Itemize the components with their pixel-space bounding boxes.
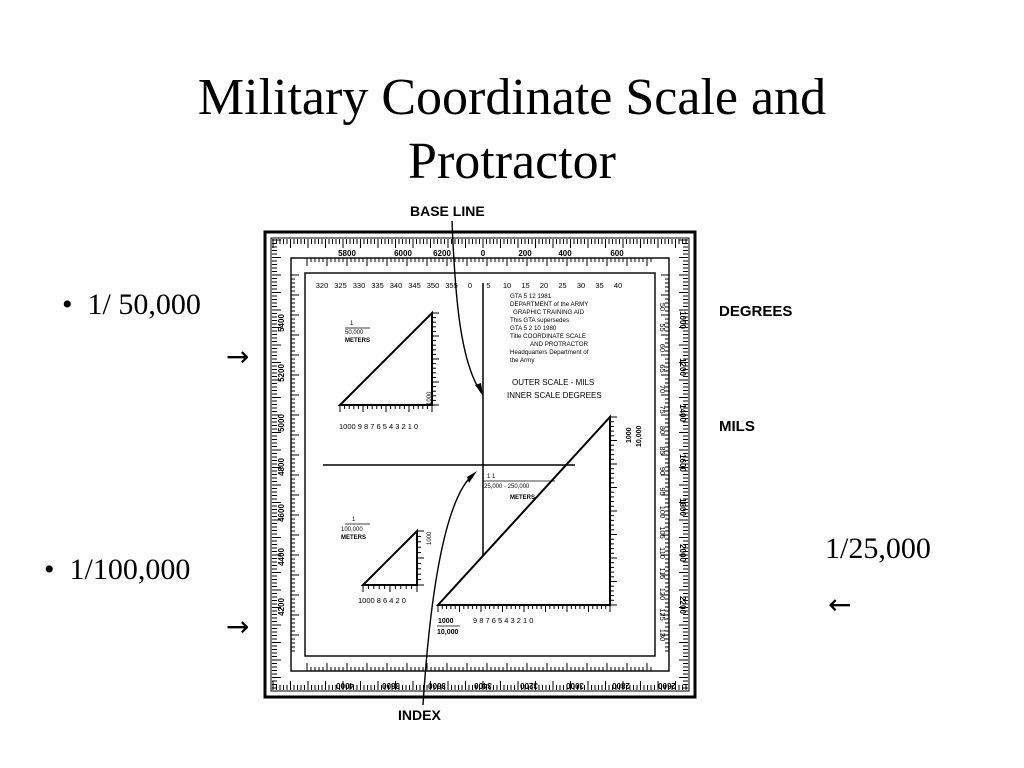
right-degree-label: 110 [658, 547, 667, 559]
right-degree-label: 75 [658, 405, 667, 414]
right-mils-label: 1200 [678, 358, 687, 376]
top-degree-label: 350 [426, 281, 440, 290]
scale-bottom-labels: 1000 9 8 7 6 5 4 3 2 1 0 [339, 422, 419, 431]
right-degree-label: 85 [658, 446, 667, 455]
scale-numer: 1 [352, 517, 356, 523]
right-degree-label: 60 [658, 343, 667, 353]
top-mils-label: 6000 [394, 249, 412, 258]
scale-bottom-labels: 1000 8 6 4 2 0 [358, 596, 406, 605]
top-mils-label: 600 [610, 249, 624, 258]
bullet-label: 1/100,000 [69, 553, 191, 586]
left-mils-label: 5000 [277, 414, 286, 432]
top-degree-labels [316, 281, 622, 290]
scale-units: METERS [510, 495, 536, 501]
bottom-mils-label: 3800 [382, 681, 400, 690]
right-degree-label: 100 [658, 505, 667, 519]
right-degree-label: 130 [658, 628, 667, 642]
degrees-callout: DEGREES [719, 303, 793, 320]
right-mils-label: 1400 [678, 404, 687, 422]
top-degree-label: 30 [576, 281, 586, 290]
top-degree-label: 335 [371, 281, 384, 290]
scale-denom: 50,000 [345, 330, 364, 336]
bottom-mils-label: 2800 [612, 681, 630, 690]
left-mils-label: 4200 [277, 598, 286, 616]
right-degree-label: 65 [658, 364, 667, 373]
right-mils-label: 2000 [678, 544, 687, 562]
info-line: GTA 5 12 1981 [510, 293, 552, 300]
info-line: This GTA supersedes [510, 317, 570, 324]
top-degree-label: 320 [315, 281, 329, 290]
info-line: Title COORDINATE SCALE [510, 333, 586, 340]
bottom-mils-label: 2600 [658, 681, 676, 690]
top-mils-label: 400 [558, 249, 572, 258]
right-arrow-icon: → [226, 340, 250, 373]
right-mils-label: 1600 [678, 454, 687, 472]
top-mils-label: 5800 [338, 249, 356, 258]
bottom-mils-label: 3600 [428, 681, 446, 690]
right-degree-label: 120 [658, 587, 667, 601]
scale-side-label: 1000 [427, 531, 433, 545]
bullet-dot: • [62, 288, 73, 321]
bullet-1-50000 [62, 288, 201, 322]
scale-side-label: 1000 [626, 427, 633, 443]
right-degree-label: 125 [658, 608, 667, 621]
scale-denom: 100,000 [341, 527, 363, 533]
scale-units: METERS [341, 535, 367, 541]
scale-bottom-big2: 10,000 [437, 629, 459, 636]
top-degree-label: 40 [613, 281, 623, 290]
bottom-mils-label: 3000 [566, 681, 584, 690]
bullet-1-100000 [44, 553, 190, 587]
info-line: the Army [510, 357, 535, 364]
right-degree-label: 80 [658, 425, 667, 435]
right-degree-label: 50 [658, 302, 667, 312]
top-degree-label: 10 [502, 281, 512, 290]
scale-units: METERS [345, 338, 371, 344]
bottom-mils-label: 3400 [474, 681, 492, 690]
right-degree-label: 70 [658, 384, 667, 394]
top-mils-label: 200 [518, 249, 532, 258]
outer-scale-label: OUTER SCALE - MILS [512, 378, 595, 387]
top-degree-label: 330 [352, 281, 366, 290]
base-line-callout: BASE LINE [410, 203, 485, 219]
scale-side-label-2: 10,000 [636, 425, 643, 447]
title-line-1: Military Coordinate Scale and [197, 69, 827, 126]
top-degree-label: 25 [558, 281, 567, 290]
top-degree-label: 20 [539, 281, 549, 290]
top-degree-label: 35 [595, 281, 604, 290]
left-mils-label: 5400 [277, 314, 286, 332]
bottom-mils-label: 3200 [520, 681, 538, 690]
bullet-dot: • [44, 553, 55, 586]
index-callout: INDEX [398, 707, 441, 723]
top-degree-label: 325 [334, 281, 347, 290]
scale-numer: 1 [350, 321, 354, 327]
info-line: Headquarters Department of [510, 349, 589, 356]
right-degree-label: 55 [658, 323, 667, 332]
right-mils-label: 1800 [678, 498, 687, 516]
slide-title [0, 66, 1024, 194]
left-mils-label: 4800 [277, 458, 286, 476]
right-degree-label: 115 [658, 567, 667, 580]
info-line: DEPARTMENT of the ARMY [510, 301, 589, 308]
right-arrow-icon: → [226, 610, 250, 643]
scale-side-label: 1000 [427, 391, 433, 405]
protractor-diagram [255, 195, 815, 730]
info-line: AND PROTRACTOR [530, 341, 588, 348]
info-line: GRAPHIC TRAINING AID [513, 309, 585, 316]
top-degree-label: 340 [389, 281, 403, 290]
right-mils-label: 2200 [678, 596, 687, 614]
top-mils-label: 6200 [433, 249, 451, 258]
top-degree-label: 345 [408, 281, 421, 290]
right-degree-label: 105 [658, 526, 667, 539]
right-degree-label: 90 [658, 466, 667, 476]
top-mils-label: 0 [480, 249, 486, 258]
top-degree-label: 5 [486, 281, 491, 290]
scale-numer: 1 1 [487, 474, 496, 480]
left-mils-label: 5200 [277, 364, 286, 382]
left-mils-label: 4400 [277, 548, 286, 566]
inner-scale-label: INNER SCALE DEGREES [507, 391, 602, 400]
right-mils-label: 1000 [678, 311, 687, 329]
scale-1-25000-label: 1/25,000 [825, 532, 931, 565]
info-line: GTA 5 2 10 1980 [510, 325, 557, 332]
top-degree-label: 15 [521, 281, 530, 290]
mils-callout: MILS [719, 418, 755, 435]
right-degree-label: 95 [658, 487, 667, 496]
scale-bottom-labels: 9 8 7 6 5 4 3 2 1 0 [473, 616, 534, 625]
top-degree-label: 355 [445, 281, 458, 290]
scale-bottom-big: 1000 [438, 618, 454, 625]
bullet-label: 1/ 50,000 [87, 288, 201, 321]
left-arrow-icon: ← [828, 588, 852, 621]
title-line-2: Protractor [408, 133, 616, 190]
top-degree-label: 0 [467, 281, 473, 290]
bottom-mils-label: 4000 [336, 681, 354, 690]
scale-denom: 25,000 - 250,000 [484, 484, 530, 490]
left-mils-label: 4600 [277, 504, 286, 522]
